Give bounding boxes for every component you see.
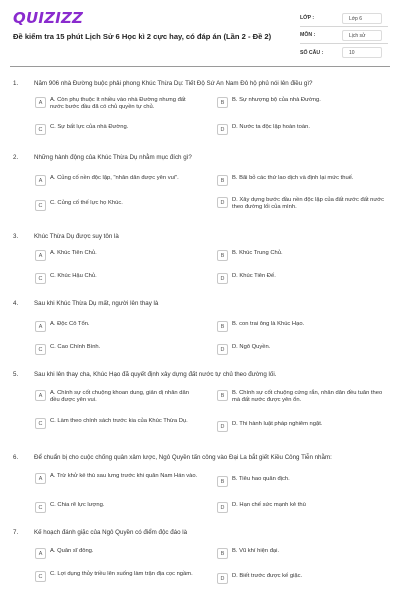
option-text: D. Thi hành luật pháp nghiêm ngặt. [232, 421, 323, 427]
option-text: D. Xây dựng bước đầu nền độc lập của đất nước đất nước theo đường lối của mình. [232, 197, 384, 211]
question-number: 5. [13, 371, 19, 378]
question-number: 2. [13, 154, 19, 161]
option-a[interactable] [35, 97, 200, 111]
option-text: A. Khúc Tiên Chủ. [50, 250, 97, 256]
option-c[interactable] [35, 200, 200, 211]
option-letter: B [217, 175, 228, 186]
option-b[interactable] [217, 548, 387, 559]
option-text: D. Nước ta độc lập hoàn toàn. [232, 124, 310, 130]
question-count-label: SỐ CÂU : [300, 49, 324, 56]
option-text: B. Khúc Trung Chủ. [232, 250, 283, 256]
option-letter: C [35, 344, 46, 355]
meta-row-count [300, 44, 388, 61]
question-text: Khúc Thừa Dụ được suy tôn là [34, 233, 119, 240]
class-label: LỚP : [300, 15, 315, 21]
option-letter: B [217, 97, 228, 108]
option-text: C. Cao Chính Bình. [50, 344, 101, 350]
worksheet-header [0, 0, 400, 62]
option-text: C. Củng cố thế lực họ Khúc. [50, 200, 123, 206]
option-c[interactable] [35, 502, 200, 513]
option-text: B. Tiêu hao quân địch. [232, 476, 290, 482]
option-text: A. Củng cố nền độc lập, "nhân dân được yên vui". [50, 175, 179, 181]
option-text: D. Ngô Quyền. [232, 344, 271, 350]
option-text: C. Khúc Hậu Chủ. [50, 273, 97, 279]
option-letter: C [35, 124, 46, 135]
option-letter: C [35, 418, 46, 429]
option-letter: D [217, 421, 228, 432]
question-text: Để chuẩn bị cho cuộc chống quân xâm lược, Ngô Quyền tấn công vào Đại La bắt giết Kiều Công Tiễn nhằm: [34, 454, 332, 461]
question-number: 4. [13, 300, 19, 307]
worksheet-title: Đề kiểm tra 15 phút Lịch Sử 6 Học kì 2 cực hay, có đáp án (Lần 2 - Đề 2) [13, 32, 272, 41]
option-a[interactable] [35, 548, 200, 559]
question-text: Kế hoạch đánh giặc của Ngô Quyền có điểm độc đáo là [34, 529, 188, 536]
option-d[interactable] [217, 124, 387, 135]
question-text: Sau khi Khúc Thừa Dụ mất, người lên thay là [34, 300, 159, 307]
option-text: D. Khúc Tiên Đế. [232, 273, 276, 279]
option-c[interactable] [35, 124, 200, 135]
meta-row-class [300, 10, 388, 27]
option-b[interactable] [217, 390, 387, 404]
option-text: B. Bãi bỏ các thứ lao dịch và định lại mức thuế. [232, 175, 354, 181]
question-number: 1. [13, 80, 19, 87]
meta-row-subject [300, 27, 388, 44]
option-text: D. Hạn chế sức mạnh kẻ thù [232, 502, 306, 508]
option-text: A. Độc Cô Tổn. [50, 321, 90, 327]
option-letter: D [217, 573, 228, 584]
option-letter: D [217, 197, 228, 208]
option-a[interactable] [35, 250, 200, 261]
option-letter: A [35, 548, 46, 559]
option-b[interactable] [217, 175, 387, 186]
option-letter: D [217, 502, 228, 513]
question-text: Những hành động của Khúc Thừa Dụ nhằm mục đích gì? [34, 154, 192, 161]
option-text: B. Vũ khí hiện đại. [232, 548, 280, 554]
question-text: Năm 906 nhà Đường buộc phải phong Khúc Thừa Dụ: Tiết Độ Sứ An Nam Đô hộ phủ nói lên điều gì? [34, 80, 313, 87]
question-number: 6. [13, 454, 19, 461]
option-letter: C [35, 200, 46, 211]
option-a[interactable] [35, 473, 200, 484]
subject-value: Lịch sử [342, 30, 382, 41]
option-text: A. Còn phụ thuộc ít nhiều vào nhà Đường nhưng đất nước bước đầu đã có chủ quyền tự chủ. [50, 97, 186, 111]
option-text: B. Sự nhượng bộ của nhà Đường. [232, 97, 321, 103]
option-letter: C [35, 273, 46, 284]
option-b[interactable] [217, 250, 387, 261]
option-d[interactable] [217, 197, 387, 211]
question-count-value: 10 [342, 47, 382, 58]
option-d[interactable] [217, 344, 387, 355]
option-text: B. con trai ông là Khúc Hạo. [232, 321, 305, 327]
option-letter: A [35, 97, 46, 108]
option-a[interactable] [35, 321, 200, 332]
worksheet-meta [300, 10, 388, 61]
option-c[interactable] [35, 273, 200, 284]
option-b[interactable] [217, 321, 387, 332]
option-letter: A [35, 321, 46, 332]
class-value: Lớp 6 [342, 13, 382, 24]
option-c[interactable] [35, 418, 200, 429]
option-letter: B [217, 548, 228, 559]
header-divider [10, 66, 390, 67]
option-text: C. Lợi dụng thủy triều lên xuống làm trận địa cọc ngầm. [50, 571, 193, 577]
quizizz-logo: QUIZIZZ [13, 9, 84, 27]
option-text: A. Chính sự cốt chuộng khoan dung, giản dị nhân dân đều được yên vui. [50, 390, 189, 404]
option-b[interactable] [217, 476, 387, 487]
option-letter: A [35, 175, 46, 186]
option-letter: D [217, 273, 228, 284]
subject-label: MÔN : [300, 32, 316, 38]
option-d[interactable] [217, 573, 387, 584]
option-letter: A [35, 390, 46, 401]
option-letter: B [217, 476, 228, 487]
option-letter: A [35, 473, 46, 484]
option-d[interactable] [217, 273, 387, 284]
option-text: C. Sự bất lực của nhà Đường. [50, 124, 129, 130]
option-letter: C [35, 571, 46, 582]
question-text: Sau khi lên thay cha, Khúc Hạo đã quyết định xây dựng đất nước tự chủ theo đường lối. [34, 371, 277, 378]
option-d[interactable] [217, 502, 387, 513]
option-c[interactable] [35, 344, 200, 355]
option-text: A. Quân sĩ đông. [50, 548, 94, 554]
option-c[interactable] [35, 571, 200, 582]
option-letter: C [35, 502, 46, 513]
option-a[interactable] [35, 390, 200, 404]
option-text: A. Trừ khử kẻ thù sau lưng trước khi quân Nam Hán vào. [50, 473, 198, 479]
option-letter: A [35, 250, 46, 261]
option-letter: B [217, 390, 228, 401]
option-letter: D [217, 344, 228, 355]
option-d[interactable] [217, 421, 387, 432]
option-text: D. Biết trước được kế giặc. [232, 573, 303, 579]
question-number: 3. [13, 233, 19, 240]
option-letter: D [217, 124, 228, 135]
option-letter: B [217, 321, 228, 332]
option-b[interactable] [217, 97, 387, 108]
option-letter: B [217, 250, 228, 261]
option-text: C. Chia rẽ lực lượng. [50, 502, 105, 508]
option-text: C. Làm theo chính sách trước kia của Khúc Thừa Dụ. [50, 418, 188, 424]
question-number: 7. [13, 529, 19, 536]
option-a[interactable] [35, 175, 200, 186]
option-text: B. Chính sự cốt chuộng cứng rắn, nhân dân đều tuân theo mà đất nước được yên ổn. [232, 390, 383, 404]
